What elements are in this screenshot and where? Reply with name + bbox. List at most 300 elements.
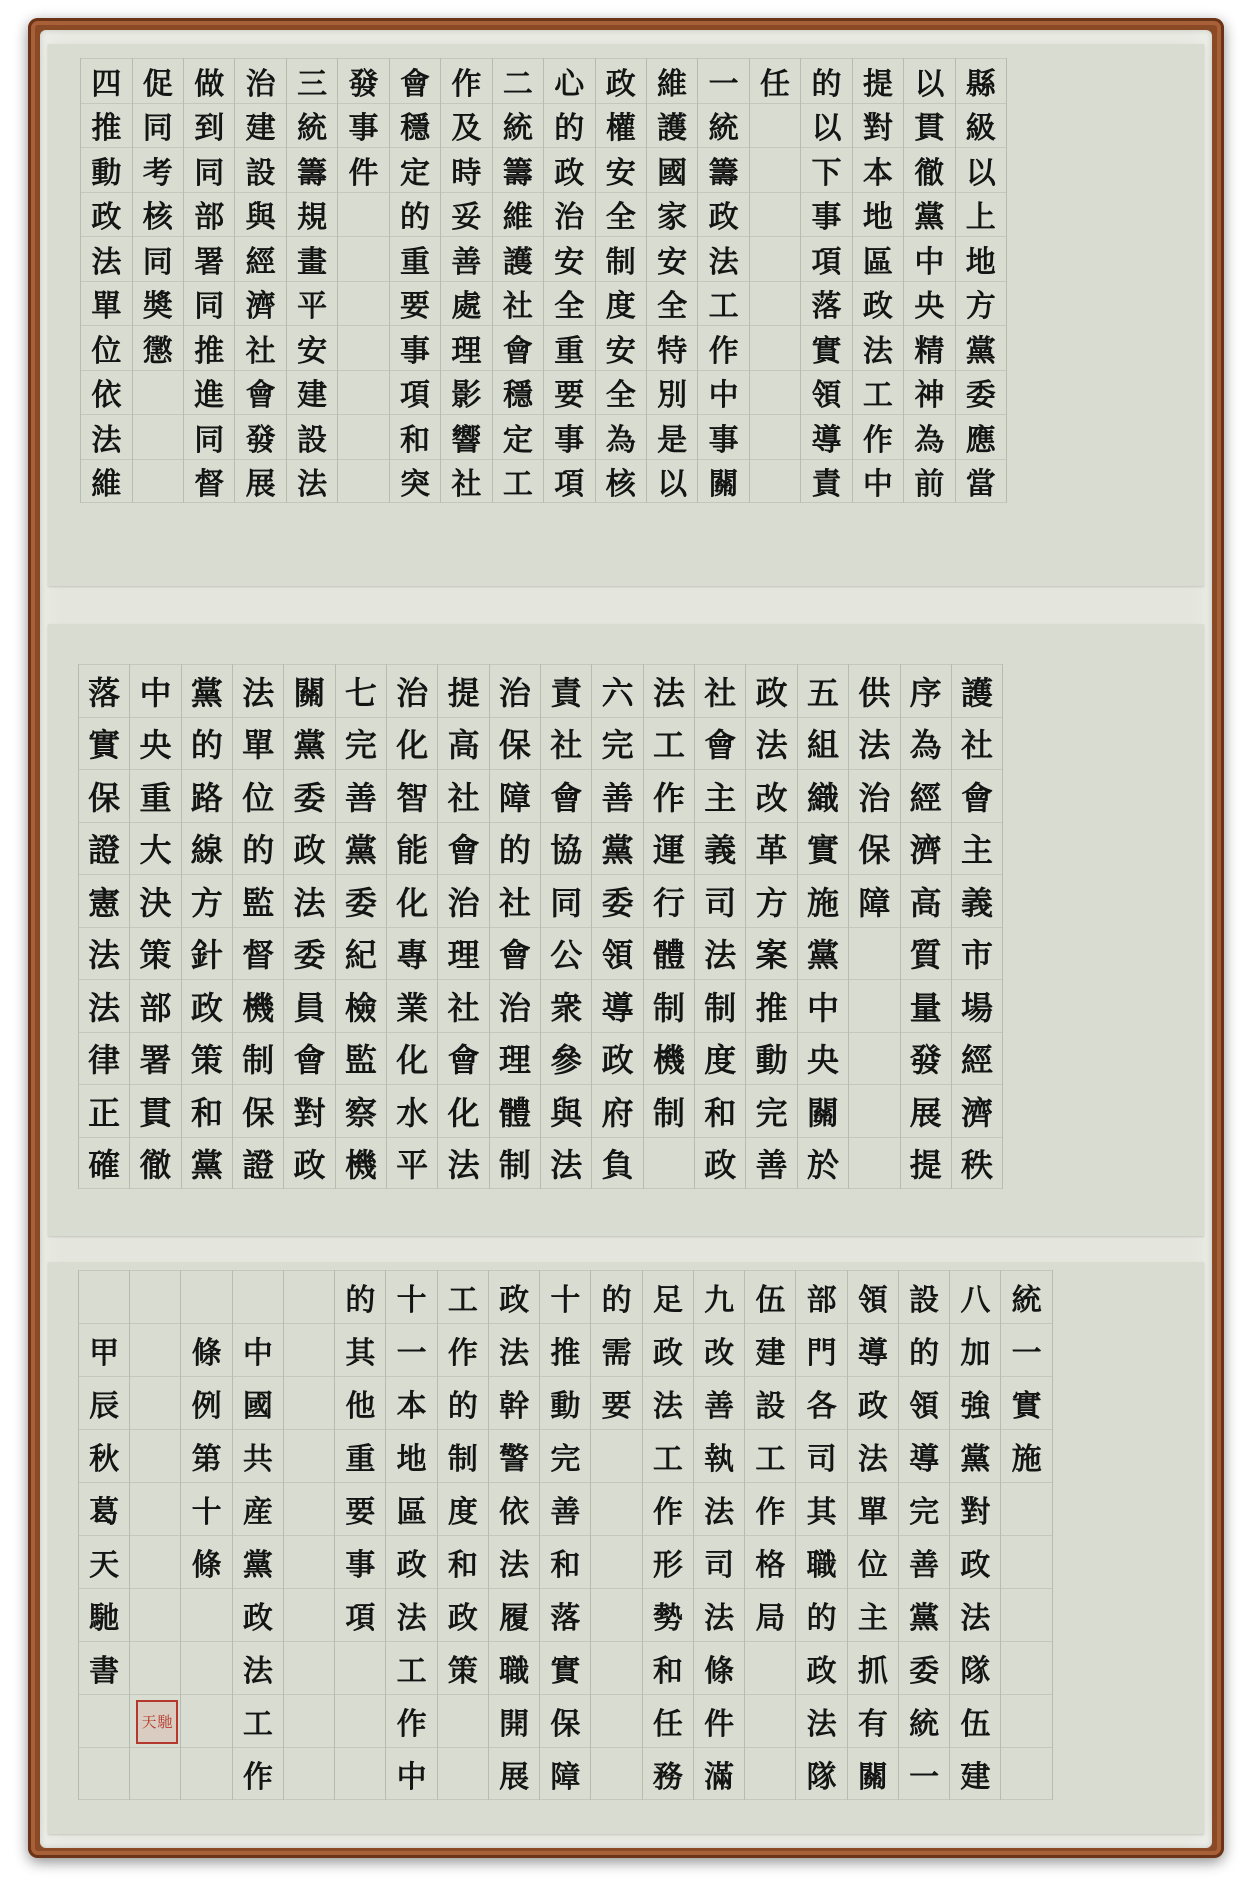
character-cell: 善 — [592, 769, 642, 822]
character-cell: 穩 — [493, 370, 543, 415]
character-cell: 徹 — [904, 147, 954, 192]
character-cell: 黨 — [182, 664, 232, 717]
character-cell: 工 — [745, 1429, 795, 1482]
character-cell: 位 — [81, 325, 131, 370]
character-cell: 主 — [848, 1588, 898, 1641]
character-cell: 善 — [746, 1137, 796, 1190]
character-cell — [338, 325, 388, 370]
character-cell: 理 — [490, 1032, 540, 1085]
text-column — [335, 664, 386, 1189]
character-cell: 以 — [801, 103, 851, 148]
character-cell: 單 — [233, 717, 283, 770]
character-cell: 籌 — [493, 147, 543, 192]
character-cell: 與 — [541, 1084, 591, 1137]
character-cell: 善 — [694, 1376, 744, 1429]
character-cell: 中 — [853, 459, 903, 504]
character-cell: 社 — [695, 664, 745, 717]
character-cell — [130, 1588, 180, 1641]
character-cell: 會 — [390, 58, 440, 103]
character-cell: 推 — [540, 1323, 590, 1376]
character-cell: 會 — [952, 769, 1002, 822]
character-cell — [745, 1747, 795, 1800]
character-cell: 重 — [544, 325, 594, 370]
character-cell: 實 — [540, 1641, 590, 1694]
character-cell: 辰 — [79, 1376, 129, 1429]
character-cell — [130, 1429, 180, 1482]
character-cell: 任 — [643, 1694, 693, 1747]
text-column — [543, 58, 594, 503]
character-cell: 影 — [441, 370, 491, 415]
character-cell: 政 — [489, 1270, 539, 1323]
character-cell: 需 — [591, 1323, 641, 1376]
text-column — [334, 1270, 385, 1800]
character-cell: 智 — [387, 769, 437, 822]
character-cell: 工 — [853, 370, 903, 415]
character-cell: 政 — [950, 1535, 1000, 1588]
character-cell: 事 — [544, 414, 594, 459]
character-cell: 領 — [801, 370, 851, 415]
character-cell: 統 — [698, 103, 748, 148]
character-cell: 社 — [490, 874, 540, 927]
character-cell — [130, 1535, 180, 1588]
character-cell: 同 — [184, 281, 234, 326]
character-cell — [79, 1694, 129, 1747]
text-column — [590, 1270, 641, 1800]
character-cell: 工 — [643, 1429, 693, 1482]
character-cell — [133, 414, 183, 459]
character-cell: 司 — [694, 1535, 744, 1588]
text-column — [646, 58, 697, 503]
character-cell: 促 — [133, 58, 183, 103]
character-cell: 政 — [386, 1535, 436, 1588]
character-cell: 政 — [81, 192, 131, 237]
text-column — [386, 664, 437, 1189]
character-cell: 要 — [544, 370, 594, 415]
character-cell: 施 — [798, 874, 848, 927]
character-cell: 法 — [849, 717, 899, 770]
character-cell: 落 — [540, 1588, 590, 1641]
character-cell: 産 — [233, 1482, 283, 1535]
character-cell: 對 — [853, 103, 903, 148]
character-cell: 水 — [387, 1084, 437, 1137]
character-cell: 政 — [592, 1032, 642, 1085]
character-cell — [849, 927, 899, 980]
character-cell: 做 — [184, 58, 234, 103]
text-column — [385, 1270, 436, 1800]
text-column — [540, 664, 591, 1189]
character-cell: 法 — [644, 664, 694, 717]
character-cell: 黨 — [904, 192, 954, 237]
character-cell: 體 — [644, 927, 694, 980]
text-column — [337, 58, 388, 503]
text-column — [800, 58, 851, 503]
character-cell: 是 — [647, 414, 697, 459]
character-cell: 事 — [335, 1535, 385, 1588]
character-cell: 項 — [335, 1588, 385, 1641]
text-column — [693, 1270, 744, 1800]
character-cell: 實 — [1001, 1376, 1051, 1429]
character-cell — [750, 147, 800, 192]
character-cell — [181, 1270, 231, 1323]
character-cell — [284, 1270, 334, 1323]
character-cell: 三 — [287, 58, 337, 103]
character-cell: 改 — [694, 1323, 744, 1376]
character-cell: 障 — [849, 874, 899, 927]
character-cell: 事 — [390, 325, 440, 370]
character-cell: 化 — [387, 1032, 437, 1085]
text-column — [80, 58, 131, 503]
character-cell: 關 — [798, 1084, 848, 1137]
character-cell: 制 — [438, 1429, 488, 1482]
character-cell — [181, 1747, 231, 1800]
character-cell: 的 — [490, 822, 540, 875]
character-cell: 發 — [901, 1032, 951, 1085]
character-cell: 責 — [541, 664, 591, 717]
character-cell: 安 — [544, 236, 594, 281]
character-cell: 社 — [541, 717, 591, 770]
character-cell: 委 — [336, 874, 386, 927]
character-cell: 經 — [952, 1032, 1002, 1085]
character-cell: 障 — [490, 769, 540, 822]
text-column — [440, 58, 491, 503]
text-column — [595, 58, 646, 503]
character-cell: 法 — [233, 1641, 283, 1694]
character-cell: 展 — [235, 459, 285, 504]
character-cell: 法 — [489, 1535, 539, 1588]
character-cell: 同 — [133, 103, 183, 148]
character-cell: 共 — [233, 1429, 283, 1482]
character-cell: 善 — [899, 1535, 949, 1588]
character-cell — [591, 1535, 641, 1588]
character-cell — [750, 192, 800, 237]
character-cell: 理 — [438, 927, 488, 980]
character-cell: 與 — [235, 192, 285, 237]
character-cell: 工 — [233, 1694, 283, 1747]
character-cell: 政 — [698, 192, 748, 237]
character-cell: 治 — [438, 874, 488, 927]
character-cell: 進 — [184, 370, 234, 415]
character-cell: 政 — [796, 1641, 846, 1694]
character-cell: 書 — [79, 1641, 129, 1694]
character-cell: 政 — [544, 147, 594, 192]
character-cell: 區 — [853, 236, 903, 281]
character-cell — [79, 1270, 129, 1323]
character-cell: 條 — [181, 1535, 231, 1588]
character-cell: 七 — [336, 664, 386, 717]
character-cell: 局 — [745, 1588, 795, 1641]
character-cell: 善 — [540, 1482, 590, 1535]
character-cell: 八 — [950, 1270, 1000, 1323]
character-cell: 社 — [493, 281, 543, 326]
character-cell: 作 — [386, 1694, 436, 1747]
character-cell: 障 — [540, 1747, 590, 1800]
character-cell: 會 — [493, 325, 543, 370]
character-cell: 發 — [338, 58, 388, 103]
character-cell: 全 — [647, 281, 697, 326]
character-cell: 設 — [745, 1376, 795, 1429]
character-cell: 格 — [745, 1535, 795, 1588]
character-cell: 的 — [182, 717, 232, 770]
character-cell: 於 — [798, 1137, 848, 1190]
character-cell: 奬 — [133, 281, 183, 326]
character-cell: 隊 — [796, 1747, 846, 1800]
character-cell: 地 — [386, 1429, 436, 1482]
character-cell: 部 — [796, 1270, 846, 1323]
character-cell: 確 — [79, 1137, 129, 1190]
character-cell: 履 — [489, 1588, 539, 1641]
character-cell: 位 — [848, 1535, 898, 1588]
character-cell: 領 — [592, 927, 642, 980]
character-cell: 徹 — [130, 1137, 180, 1190]
character-cell: 政 — [233, 1588, 283, 1641]
text-column — [797, 664, 848, 1189]
text-column — [955, 58, 1007, 503]
character-cell: 主 — [952, 822, 1002, 875]
character-cell: 領 — [848, 1270, 898, 1323]
character-cell: 社 — [441, 459, 491, 504]
text-column — [900, 664, 951, 1189]
character-cell: 國 — [233, 1376, 283, 1429]
character-cell: 法 — [950, 1588, 1000, 1641]
text-column — [643, 664, 694, 1189]
character-cell: 政 — [182, 979, 232, 1032]
character-cell: 對 — [950, 1482, 1000, 1535]
character-cell: 定 — [390, 147, 440, 192]
character-cell: 依 — [81, 370, 131, 415]
character-cell: 策 — [130, 927, 180, 980]
character-cell: 濟 — [952, 1084, 1002, 1137]
character-cell — [591, 1747, 641, 1800]
character-cell: 安 — [596, 325, 646, 370]
character-cell: 衆 — [541, 979, 591, 1032]
character-cell — [438, 1694, 488, 1747]
character-cell: 保 — [490, 717, 540, 770]
text-column — [78, 1270, 129, 1800]
text-column — [749, 58, 800, 503]
character-cell: 政 — [853, 281, 903, 326]
character-cell: 建 — [745, 1323, 795, 1376]
character-cell: 及 — [441, 103, 491, 148]
character-cell — [849, 979, 899, 1032]
text-column — [286, 58, 337, 503]
character-cell: 政 — [695, 1137, 745, 1190]
character-cell: 特 — [647, 325, 697, 370]
character-cell — [338, 192, 388, 237]
character-cell — [284, 1429, 334, 1482]
character-cell: 和 — [540, 1535, 590, 1588]
character-cell: 作 — [438, 1323, 488, 1376]
character-cell: 位 — [233, 769, 283, 822]
character-cell: 委 — [284, 769, 334, 822]
character-cell: 決 — [130, 874, 180, 927]
character-cell: 治 — [387, 664, 437, 717]
text-column — [903, 58, 954, 503]
text-column — [183, 58, 234, 503]
seal-character: 馳 — [157, 1713, 173, 1731]
character-cell: 協 — [541, 822, 591, 875]
character-cell: 政 — [848, 1376, 898, 1429]
character-cell — [591, 1482, 641, 1535]
character-cell: 設 — [287, 414, 337, 459]
character-cell: 護 — [493, 236, 543, 281]
character-cell: 別 — [647, 370, 697, 415]
character-cell: 督 — [184, 459, 234, 504]
character-cell: 央 — [798, 1032, 848, 1085]
character-cell — [130, 1641, 180, 1694]
character-cell: 央 — [904, 281, 954, 326]
character-cell — [130, 1270, 180, 1323]
character-cell: 五 — [798, 664, 848, 717]
character-cell: 例 — [181, 1376, 231, 1429]
character-cell: 法 — [287, 459, 337, 504]
character-cell: 護 — [952, 664, 1002, 717]
text-column — [232, 664, 283, 1189]
character-cell: 職 — [489, 1641, 539, 1694]
character-cell: 完 — [899, 1482, 949, 1535]
text-column — [539, 1270, 590, 1800]
character-cell: 單 — [848, 1482, 898, 1535]
character-cell: 大 — [130, 822, 180, 875]
text-column — [132, 58, 183, 503]
character-cell: 濟 — [901, 822, 951, 875]
character-cell: 善 — [441, 236, 491, 281]
character-cell: 抓 — [848, 1641, 898, 1694]
character-cell: 制 — [695, 979, 745, 1032]
character-cell: 化 — [387, 874, 437, 927]
character-cell — [1001, 1482, 1051, 1535]
character-cell: 署 — [130, 1032, 180, 1085]
character-cell: 件 — [338, 147, 388, 192]
character-cell: 行 — [644, 874, 694, 927]
character-cell: 務 — [643, 1747, 693, 1800]
character-cell: 下 — [801, 147, 851, 192]
character-cell: 場 — [952, 979, 1002, 1032]
character-cell: 黨 — [336, 822, 386, 875]
character-cell — [130, 1482, 180, 1535]
character-cell: 黨 — [899, 1588, 949, 1641]
character-cell — [130, 1376, 180, 1429]
character-cell: 案 — [746, 927, 796, 980]
text-column — [232, 1270, 283, 1800]
character-cell: 執 — [694, 1429, 744, 1482]
character-cell: 改 — [746, 769, 796, 822]
character-cell: 貫 — [130, 1084, 180, 1137]
character-cell: 懲 — [133, 325, 183, 370]
character-cell: 經 — [901, 769, 951, 822]
character-cell — [338, 459, 388, 504]
character-cell: 統 — [899, 1694, 949, 1747]
character-cell: 平 — [387, 1137, 437, 1190]
character-cell: 四 — [81, 58, 131, 103]
character-cell: 度 — [695, 1032, 745, 1085]
character-cell: 作 — [698, 325, 748, 370]
character-cell — [284, 1747, 334, 1800]
character-cell: 天 — [79, 1535, 129, 1588]
character-cell: 幹 — [489, 1376, 539, 1429]
character-cell: 部 — [130, 979, 180, 1032]
character-cell: 保 — [79, 769, 129, 822]
character-cell — [745, 1641, 795, 1694]
character-cell: 本 — [853, 147, 903, 192]
character-cell: 馳 — [79, 1588, 129, 1641]
character-cell — [284, 1376, 334, 1429]
character-cell: 其 — [796, 1482, 846, 1535]
character-cell: 高 — [438, 717, 488, 770]
character-cell: 的 — [233, 822, 283, 875]
character-cell: 政 — [438, 1588, 488, 1641]
character-cell — [849, 1032, 899, 1085]
text-column — [234, 58, 285, 503]
character-cell: 一 — [698, 58, 748, 103]
character-cell — [750, 459, 800, 504]
text-grid-panel-1 — [80, 58, 1007, 503]
character-cell: 會 — [235, 370, 285, 415]
character-cell: 職 — [796, 1535, 846, 1588]
character-cell: 工 — [644, 717, 694, 770]
character-cell: 要 — [591, 1376, 641, 1429]
character-cell: 秩 — [952, 1137, 1002, 1190]
character-cell: 的 — [438, 1376, 488, 1429]
character-cell — [591, 1641, 641, 1694]
character-cell: 縣 — [956, 58, 1006, 103]
character-cell: 高 — [901, 874, 951, 927]
character-cell: 會 — [438, 822, 488, 875]
character-cell: 條 — [181, 1323, 231, 1376]
character-cell: 貫 — [904, 103, 954, 148]
character-cell: 善 — [336, 769, 386, 822]
character-cell: 運 — [644, 822, 694, 875]
character-cell: 法 — [695, 927, 745, 980]
character-cell: 司 — [796, 1429, 846, 1482]
character-cell: 一 — [899, 1747, 949, 1800]
character-cell: 制 — [596, 236, 646, 281]
character-cell: 黨 — [950, 1429, 1000, 1482]
character-cell — [130, 1747, 180, 1800]
character-cell: 法 — [79, 979, 129, 1032]
character-cell: 制 — [644, 1084, 694, 1137]
text-column — [694, 664, 745, 1189]
text-column — [744, 1270, 795, 1800]
character-cell — [745, 1694, 795, 1747]
character-cell: 推 — [746, 979, 796, 1032]
text-column — [852, 58, 903, 503]
character-cell: 件 — [694, 1694, 744, 1747]
character-cell: 定 — [493, 414, 543, 459]
character-cell: 法 — [796, 1694, 846, 1747]
character-cell: 足 — [643, 1270, 693, 1323]
character-cell: 領 — [899, 1376, 949, 1429]
character-cell: 導 — [899, 1429, 949, 1482]
character-cell: 他 — [335, 1376, 385, 1429]
character-cell: 體 — [490, 1084, 540, 1137]
character-cell: 委 — [592, 874, 642, 927]
character-cell: 上 — [956, 192, 1006, 237]
character-cell: 的 — [801, 58, 851, 103]
character-cell — [1001, 1747, 1051, 1800]
character-cell: 十 — [540, 1270, 590, 1323]
character-cell: 中 — [130, 664, 180, 717]
text-column — [180, 1270, 231, 1800]
character-cell: 中 — [233, 1323, 283, 1376]
character-cell: 護 — [647, 103, 697, 148]
character-cell: 區 — [386, 1482, 436, 1535]
character-cell: 督 — [233, 927, 283, 980]
character-cell: 九 — [694, 1270, 744, 1323]
character-cell: 核 — [596, 459, 646, 504]
character-cell: 的 — [335, 1270, 385, 1323]
character-cell: 神 — [904, 370, 954, 415]
character-cell: 項 — [390, 370, 440, 415]
